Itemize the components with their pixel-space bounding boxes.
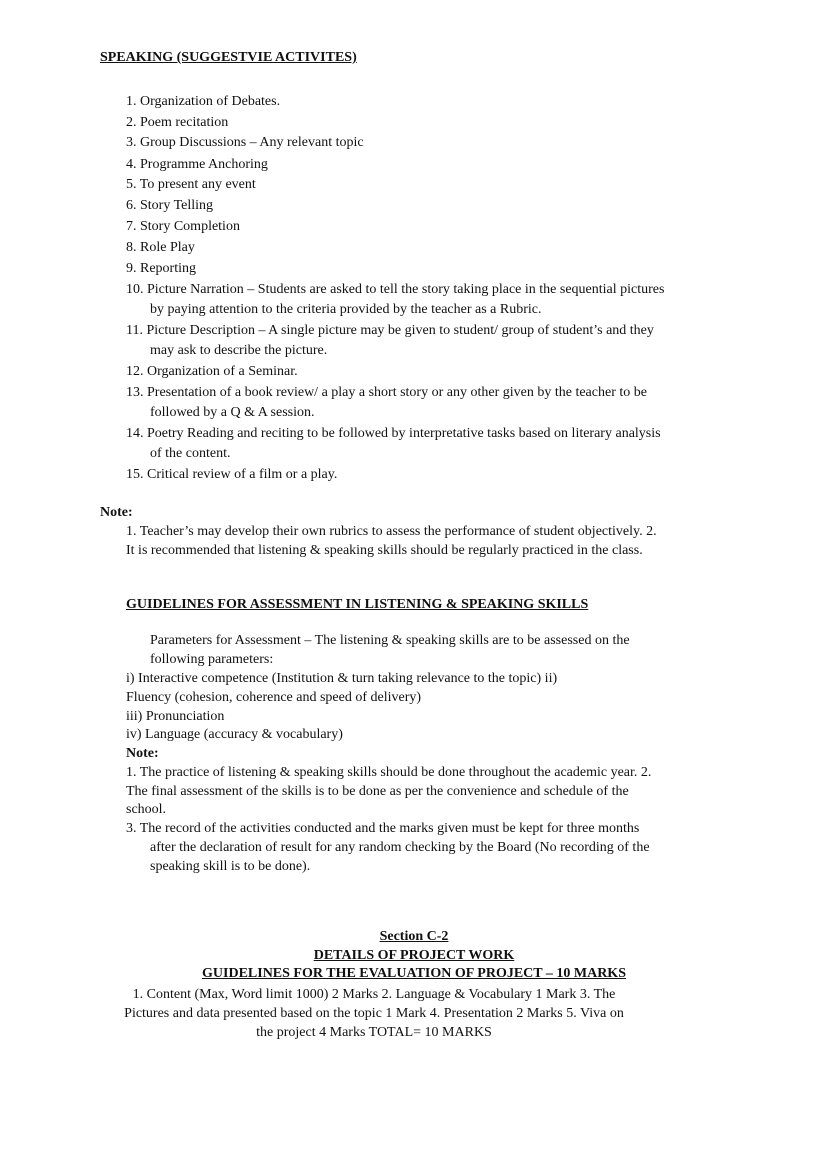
- evaluation-line: 1. Content (Max, Word limit 1000) 2 Marks 2. Language & Vocabulary 1 Mark 3. The: [132, 987, 616, 1002]
- parameter-item: iv) Language (accuracy & vocabulary): [126, 727, 343, 742]
- parameter-item: i) Interactive competence (Institution & turn taking relevance to the topic) ii): [126, 671, 558, 686]
- evaluation-line: Pictures and data presented based on the topic 1 Mark 4. Presentation 2 Marks 5. Viva on: [124, 1006, 624, 1021]
- list-item: 14. Poetry Reading and reciting to be followed by interpretative tasks based on literary analysis: [126, 426, 661, 441]
- list-item: 9. Reporting: [126, 261, 196, 276]
- list-item: 2. Poem recitation: [126, 115, 229, 130]
- note-line: 3. The record of the activities conducted and the marks given must be kept for three months: [126, 821, 640, 836]
- note-label: Note:: [100, 505, 133, 520]
- list-item-continuation: by paying attention to the criteria provided by the teacher as a Rubric.: [150, 302, 542, 317]
- guidelines-note-label: Note:: [126, 746, 159, 761]
- note-line: 1. The practice of listening & speaking skills should be done throughout the academic year. 2.: [126, 765, 652, 780]
- list-item: 5. To present any event: [126, 177, 256, 192]
- list-item: 8. Role Play: [126, 240, 195, 255]
- parameter-item: iii) Pronunciation: [126, 709, 225, 724]
- list-item-continuation: of the content.: [150, 446, 231, 461]
- evaluation-guidelines-title: GUIDELINES FOR THE EVALUATION OF PROJECT – 10 MARKS: [202, 966, 626, 981]
- note-line: after the declaration of result for any random checking by the Board (No recording of the: [150, 840, 650, 855]
- list-item: 15. Critical review of a film or a play.: [126, 467, 338, 482]
- guidelines-heading: GUIDELINES FOR ASSESSMENT IN LISTENING & SPEAKING SKILLS: [126, 597, 589, 612]
- parameters-line: following parameters:: [150, 652, 274, 667]
- note-line: speaking skill is to be done).: [150, 859, 311, 874]
- list-item: 11. Picture Description – A single picture may be given to student/ group of student’s and they: [126, 323, 654, 338]
- list-item: 7. Story Completion: [126, 219, 240, 234]
- list-item: 6. Story Telling: [126, 198, 214, 213]
- list-item-continuation: may ask to describe the picture.: [150, 343, 328, 358]
- note-line: It is recommended that listening & speaking skills should be regularly practiced in the class.: [126, 543, 643, 558]
- note-line: 1. Teacher’s may develop their own rubrics to assess the performance of student objectively. 2.: [126, 524, 657, 539]
- list-item: 4. Programme Anchoring: [126, 157, 268, 172]
- note-line: school.: [126, 802, 167, 817]
- parameters-line: Parameters for Assessment – The listening & speaking skills are to be assessed on the: [150, 633, 630, 648]
- section-title: Section C-2: [379, 929, 449, 944]
- list-item: 12. Organization of a Seminar.: [126, 364, 298, 379]
- list-item: 13. Presentation of a book review/ a play a short story or any other given by the teacher to be: [126, 385, 647, 400]
- list-item-continuation: followed by a Q & A session.: [150, 405, 315, 420]
- list-item: 3. Group Discussions – Any relevant topic: [126, 135, 364, 150]
- parameter-item: Fluency (cohesion, coherence and speed of delivery): [126, 690, 422, 705]
- note-line: The final assessment of the skills is to be done as per the convenience and schedule of the: [126, 784, 629, 799]
- speaking-heading: SPEAKING (SUGGESTVIE ACTIVITES): [100, 50, 357, 65]
- section-subtitle: DETAILS OF PROJECT WORK: [313, 948, 515, 963]
- list-item: 1. Organization of Debates.: [126, 94, 281, 109]
- list-item: 10. Picture Narration – Students are asked to tell the story taking place in the sequential pictures: [126, 282, 665, 297]
- evaluation-line: the project 4 Marks TOTAL= 10 MARKS: [256, 1025, 492, 1040]
